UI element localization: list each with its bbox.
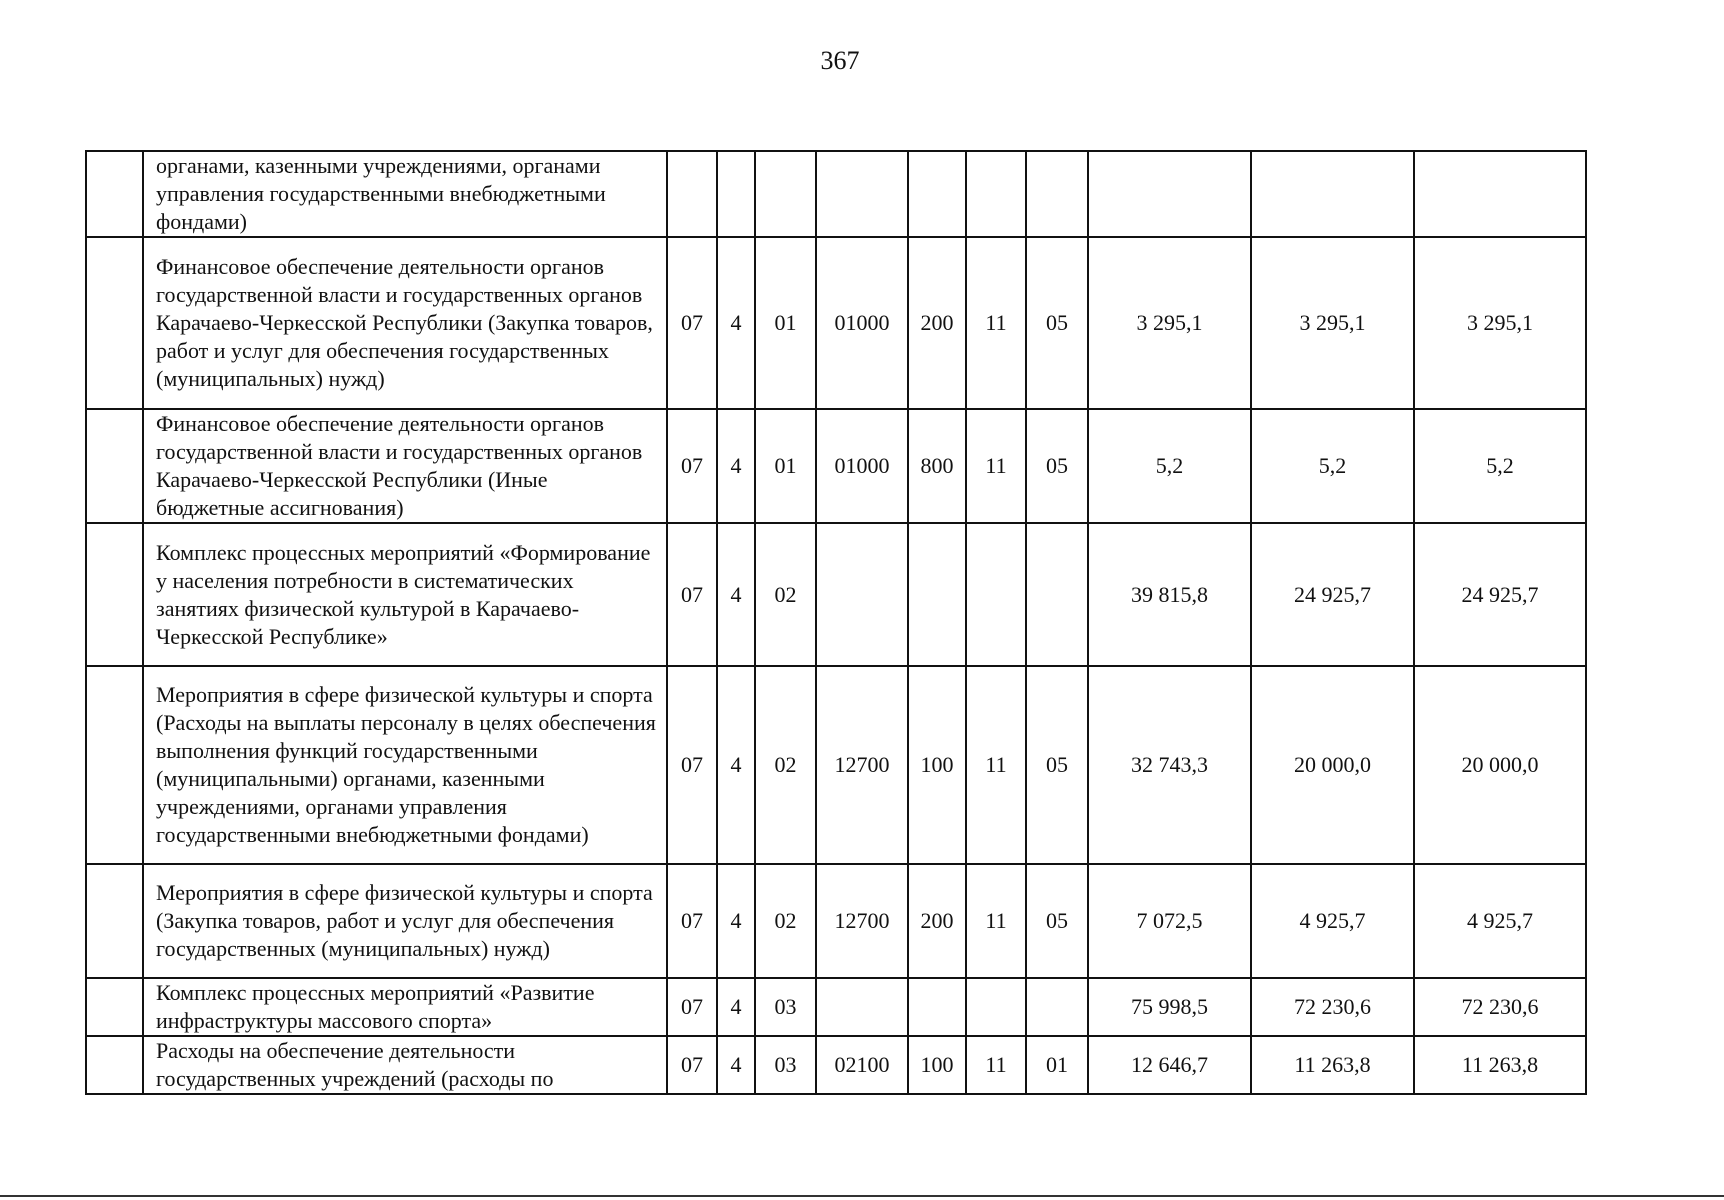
amount-year-1: 5,2 bbox=[1088, 409, 1251, 523]
amount-year-1: 3 295,1 bbox=[1088, 237, 1251, 409]
code-subsection: 05 bbox=[1026, 237, 1088, 409]
expense-name: Комплекс процессных мероприятий «Формирование у населения потребности в систематических занятиях физической культурой в Карачаево-Черкесской Республике» bbox=[143, 523, 667, 666]
expense-name: Комплекс процессных мероприятий «Развитие инфраструктуры массового спорта» bbox=[143, 978, 667, 1036]
amount-year-2: 3 295,1 bbox=[1251, 237, 1414, 409]
amount-year-3: 72 230,6 bbox=[1414, 978, 1586, 1036]
amount-year-1: 32 743,3 bbox=[1088, 666, 1251, 864]
code-expense-type bbox=[908, 523, 966, 666]
code-section: 11 bbox=[966, 1036, 1026, 1094]
table-row bbox=[86, 666, 1586, 864]
code-program-type: 4 bbox=[717, 1036, 755, 1094]
code-subsection: 05 bbox=[1026, 666, 1088, 864]
page-number: 367 bbox=[820, 46, 860, 75]
amount-year-1 bbox=[1088, 151, 1251, 237]
row-index-cell bbox=[86, 523, 143, 666]
amount-year-1: 39 815,8 bbox=[1088, 523, 1251, 666]
amount-year-1: 75 998,5 bbox=[1088, 978, 1251, 1036]
code-program-type: 4 bbox=[717, 864, 755, 978]
page-bottom-edge bbox=[0, 1195, 1724, 1197]
expense-name: органами, казенными учреждениями, органами управления государственными внебюджетными фондами) bbox=[143, 151, 667, 237]
table-row bbox=[86, 864, 1586, 978]
code-ministry: 07 bbox=[667, 1036, 717, 1094]
code-expense-type: 100 bbox=[908, 1036, 966, 1094]
code-program-type bbox=[717, 151, 755, 237]
amount-year-2: 20 000,0 bbox=[1251, 666, 1414, 864]
code-subsection bbox=[1026, 151, 1088, 237]
amount-year-2: 4 925,7 bbox=[1251, 864, 1414, 978]
code-expense-type: 200 bbox=[908, 864, 966, 978]
code-direction: 12700 bbox=[816, 864, 908, 978]
amount-year-3 bbox=[1414, 151, 1586, 237]
code-ministry: 07 bbox=[667, 237, 717, 409]
code-subprogram: 02 bbox=[755, 523, 816, 666]
amount-year-3: 11 263,8 bbox=[1414, 1036, 1586, 1094]
code-ministry: 07 bbox=[667, 978, 717, 1036]
code-direction: 12700 bbox=[816, 666, 908, 864]
code-subprogram: 02 bbox=[755, 864, 816, 978]
expense-name: Финансовое обеспечение деятельности органов государственной власти и государственных органов Карачаево-Черкесской Республики (Иные бюджетные ассигнования) bbox=[143, 409, 667, 523]
row-index-cell bbox=[86, 237, 143, 409]
amount-year-2: 11 263,8 bbox=[1251, 1036, 1414, 1094]
amount-year-1: 7 072,5 bbox=[1088, 864, 1251, 978]
code-program-type: 4 bbox=[717, 666, 755, 864]
amount-year-3: 4 925,7 bbox=[1414, 864, 1586, 978]
code-subsection: 05 bbox=[1026, 864, 1088, 978]
row-index-cell bbox=[86, 151, 143, 237]
code-subsection bbox=[1026, 978, 1088, 1036]
code-ministry: 07 bbox=[667, 666, 717, 864]
row-index-cell bbox=[86, 864, 143, 978]
code-direction bbox=[816, 523, 908, 666]
amount-year-2 bbox=[1251, 151, 1414, 237]
code-ministry: 07 bbox=[667, 409, 717, 523]
code-program-type: 4 bbox=[717, 409, 755, 523]
expense-name: Финансовое обеспечение деятельности органов государственной власти и государственных органов Карачаево-Черкесской Республики (Закупка товаров, работ и услуг для обеспечения государственных (муниципальных) нужд) bbox=[143, 237, 667, 409]
code-direction: 01000 bbox=[816, 237, 908, 409]
code-program-type: 4 bbox=[717, 523, 755, 666]
code-ministry: 07 bbox=[667, 864, 717, 978]
code-subsection: 05 bbox=[1026, 409, 1088, 523]
code-subsection: 01 bbox=[1026, 1036, 1088, 1094]
code-subprogram bbox=[755, 151, 816, 237]
code-ministry bbox=[667, 151, 717, 237]
code-ministry: 07 bbox=[667, 523, 717, 666]
table-row bbox=[86, 978, 1586, 1036]
code-section: 11 bbox=[966, 864, 1026, 978]
amount-year-2: 5,2 bbox=[1251, 409, 1414, 523]
amount-year-1: 12 646,7 bbox=[1088, 1036, 1251, 1094]
row-index-cell bbox=[86, 409, 143, 523]
code-direction bbox=[816, 978, 908, 1036]
code-section bbox=[966, 978, 1026, 1036]
code-subprogram: 01 bbox=[755, 237, 816, 409]
budget-table bbox=[85, 150, 1587, 1095]
code-subprogram: 02 bbox=[755, 666, 816, 864]
table-row bbox=[86, 237, 1586, 409]
code-expense-type: 800 bbox=[908, 409, 966, 523]
amount-year-3: 5,2 bbox=[1414, 409, 1586, 523]
amount-year-2: 24 925,7 bbox=[1251, 523, 1414, 666]
code-section: 11 bbox=[966, 237, 1026, 409]
amount-year-3: 20 000,0 bbox=[1414, 666, 1586, 864]
code-program-type: 4 bbox=[717, 237, 755, 409]
table-row bbox=[86, 151, 1586, 237]
code-expense-type: 200 bbox=[908, 237, 966, 409]
code-subprogram: 01 bbox=[755, 409, 816, 523]
expense-name: Мероприятия в сфере физической культуры и спорта (Расходы на выплаты персоналу в целях обеспечения выполнения функций государственными (муниципальными) органами, казенными учреждениями, органами управления государственными внебюджетными фондами) bbox=[143, 666, 667, 864]
code-expense-type: 100 bbox=[908, 666, 966, 864]
code-section: 11 bbox=[966, 409, 1026, 523]
code-expense-type bbox=[908, 151, 966, 237]
amount-year-3: 3 295,1 bbox=[1414, 237, 1586, 409]
expense-name: Мероприятия в сфере физической культуры и спорта (Закупка товаров, работ и услуг для обеспечения государственных (муниципальных) нужд) bbox=[143, 864, 667, 978]
code-section bbox=[966, 523, 1026, 666]
code-subprogram: 03 bbox=[755, 1036, 816, 1094]
code-section bbox=[966, 151, 1026, 237]
row-index-cell bbox=[86, 666, 143, 864]
code-subprogram: 03 bbox=[755, 978, 816, 1036]
row-index-cell bbox=[86, 1036, 143, 1094]
code-program-type: 4 bbox=[717, 978, 755, 1036]
code-direction: 01000 bbox=[816, 409, 908, 523]
code-direction: 02100 bbox=[816, 1036, 908, 1094]
code-direction bbox=[816, 151, 908, 237]
table-row bbox=[86, 1036, 1586, 1094]
expense-name: Расходы на обеспечение деятельности государственных учреждений (расходы по bbox=[143, 1036, 667, 1094]
code-subsection bbox=[1026, 523, 1088, 666]
row-index-cell bbox=[86, 978, 143, 1036]
table-row bbox=[86, 409, 1586, 523]
code-section: 11 bbox=[966, 666, 1026, 864]
amount-year-3: 24 925,7 bbox=[1414, 523, 1586, 666]
amount-year-2: 72 230,6 bbox=[1251, 978, 1414, 1036]
table-row bbox=[86, 523, 1586, 666]
code-expense-type bbox=[908, 978, 966, 1036]
